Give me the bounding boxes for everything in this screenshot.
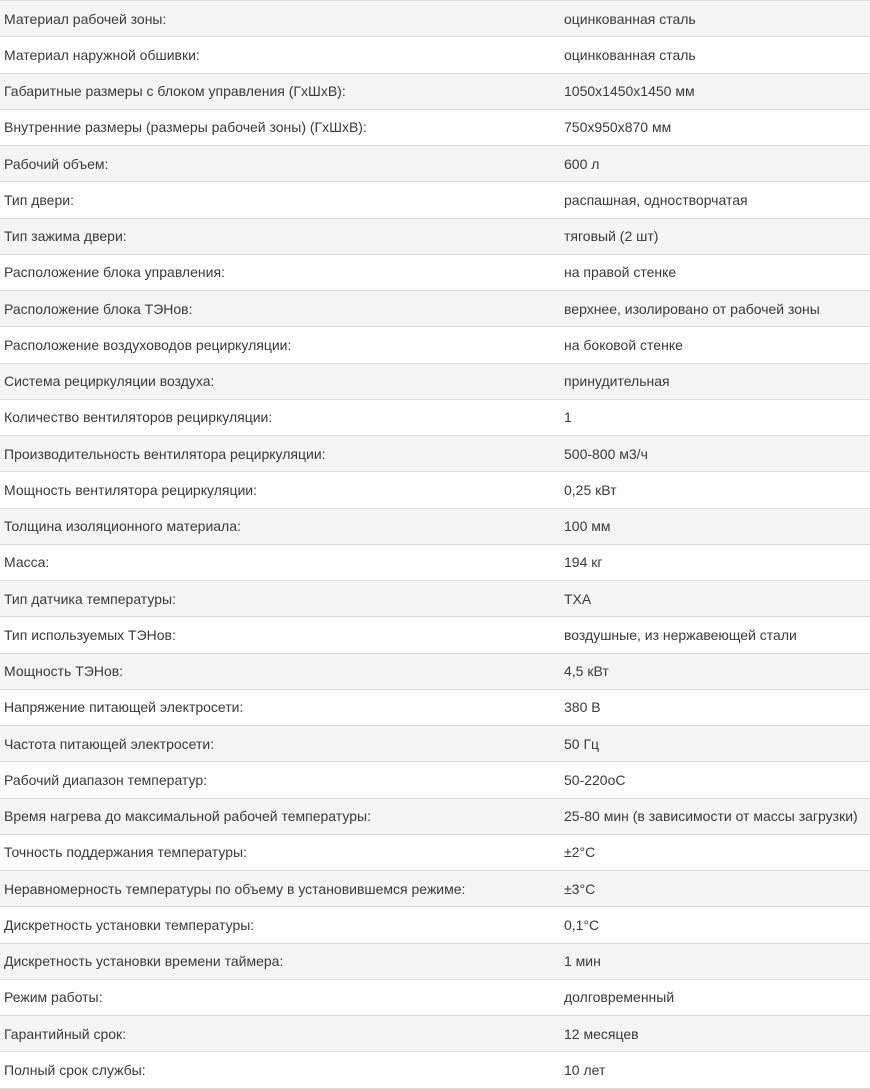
spec-label: Рабочий диапазон температур:: [4, 771, 208, 788]
spec-value: 1050х1450х1450 мм: [564, 83, 695, 100]
table-row: [0, 617, 870, 653]
table-row: [0, 1, 870, 37]
table-row: [0, 762, 870, 798]
table-row: [0, 472, 870, 508]
spec-label: Габаритные размеры с блоком управления (ГхШхВ):: [4, 83, 346, 100]
table-row: [0, 545, 870, 581]
spec-value: 1: [564, 409, 572, 426]
spec-label: Дискретность установки температуры:: [4, 916, 255, 933]
spec-label: Расположение блока ТЭНов:: [4, 300, 193, 317]
spec-value: 10 лет: [564, 1061, 606, 1078]
table-row: [0, 110, 870, 146]
spec-label: Расположение блока управления:: [4, 264, 225, 281]
spec-label: Материал наружной обшивки:: [4, 46, 200, 63]
spec-label: Гарантийный срок:: [4, 1025, 127, 1042]
table-row: [0, 1016, 870, 1052]
spec-value: 50-220оС: [564, 771, 626, 788]
spec-label: Система рециркуляции воздуха:: [4, 373, 215, 390]
spec-value: 25-80 мин (в зависимости от массы загрузки): [564, 808, 858, 825]
spec-label: Мощность ТЭНов:: [4, 663, 124, 680]
spec-value: 100 мм: [564, 518, 611, 535]
spec-value: 4,5 кВт: [564, 663, 609, 680]
table-row: [0, 436, 870, 472]
spec-value: 1 мин: [564, 953, 601, 970]
spec-value: ±3°С: [564, 880, 596, 897]
spec-label: Тип датчика температуры:: [4, 590, 176, 607]
spec-value: 194 кг: [564, 554, 603, 571]
spec-value: 750х950х870 мм: [564, 119, 672, 136]
table-row: [0, 1052, 870, 1088]
table-row: [0, 182, 870, 218]
spec-value: 50 Гц: [564, 735, 600, 752]
spec-label: Время нагрева до максимальной рабочей температуры:: [4, 808, 371, 825]
table-row: [0, 690, 870, 726]
table-row: [0, 799, 870, 835]
table-row: [0, 726, 870, 762]
spec-value: 12 месяцев: [564, 1025, 639, 1042]
table-row: [0, 74, 870, 110]
table-row: [0, 871, 870, 907]
spec-value: 500-800 м3/ч: [564, 445, 648, 462]
spec-label: Масса:: [4, 554, 50, 571]
spec-value: долговременный: [564, 989, 675, 1006]
spec-label: Режим работы:: [4, 989, 103, 1006]
spec-value: воздушные, из нержавеющей стали: [564, 626, 797, 643]
spec-value: принудительная: [564, 373, 670, 390]
table-row: [0, 980, 870, 1016]
spec-label: Дискретность установки времени таймера:: [4, 953, 284, 970]
table-row: [0, 835, 870, 871]
spec-label: Неравномерность температуры по объему в установившемся режиме:: [4, 880, 466, 897]
spec-label: Толщина изоляционного материала:: [4, 518, 241, 535]
table-row: [0, 364, 870, 400]
spec-value: оцинкованная сталь: [564, 10, 696, 27]
table-row: [0, 291, 870, 327]
table-row: [0, 509, 870, 545]
table-row: [0, 944, 870, 980]
spec-label: Полный срок службы:: [4, 1061, 146, 1078]
spec-value: тяговый (2 шт): [564, 228, 659, 245]
table-row: [0, 581, 870, 617]
spec-label: Точность поддержания температуры:: [4, 844, 247, 861]
spec-label: Внутренние размеры (размеры рабочей зоны) (ГхШхВ):: [4, 119, 367, 136]
table-row: [0, 654, 870, 690]
spec-value: 380 В: [564, 699, 601, 716]
spec-value: 0,1°С: [564, 916, 600, 933]
spec-label: Рабочий объем:: [4, 155, 109, 172]
spec-value: 600 л: [564, 155, 600, 172]
spec-label: Материал рабочей зоны:: [4, 10, 167, 27]
table-row: [0, 400, 870, 436]
spec-value: ТХА: [564, 590, 592, 607]
table-row: [0, 146, 870, 182]
spec-value: распашная, одностворчатая: [564, 191, 748, 208]
table-row: [0, 37, 870, 73]
table-row: [0, 255, 870, 291]
spec-label: Количество вентиляторов рециркуляции:: [4, 409, 273, 426]
spec-value: оцинкованная сталь: [564, 46, 696, 63]
spec-label: Расположение воздуховодов рециркуляции:: [4, 336, 292, 353]
spec-label: Напряжение питающей электросети:: [4, 699, 244, 716]
table-row: [0, 327, 870, 363]
spec-label: Частота питающей электросети:: [4, 735, 215, 752]
spec-label: Тип зажима двери:: [4, 228, 127, 245]
spec-value: 0,25 кВт: [564, 481, 617, 498]
spec-label: Мощность вентилятора рециркуляции:: [4, 481, 257, 498]
spec-value: на правой стенке: [564, 264, 677, 281]
spec-label: Тип двери:: [4, 191, 74, 208]
table-row: [0, 219, 870, 255]
spec-value: верхнее, изолировано от рабочей зоны: [564, 300, 820, 317]
table-row: [0, 907, 870, 943]
spec-label: Тип используемых ТЭНов:: [4, 626, 176, 643]
spec-label: Производительность вентилятора рециркуляции:: [4, 445, 326, 462]
spec-value: на боковой стенке: [564, 336, 683, 353]
spec-value: ±2°С: [564, 844, 596, 861]
